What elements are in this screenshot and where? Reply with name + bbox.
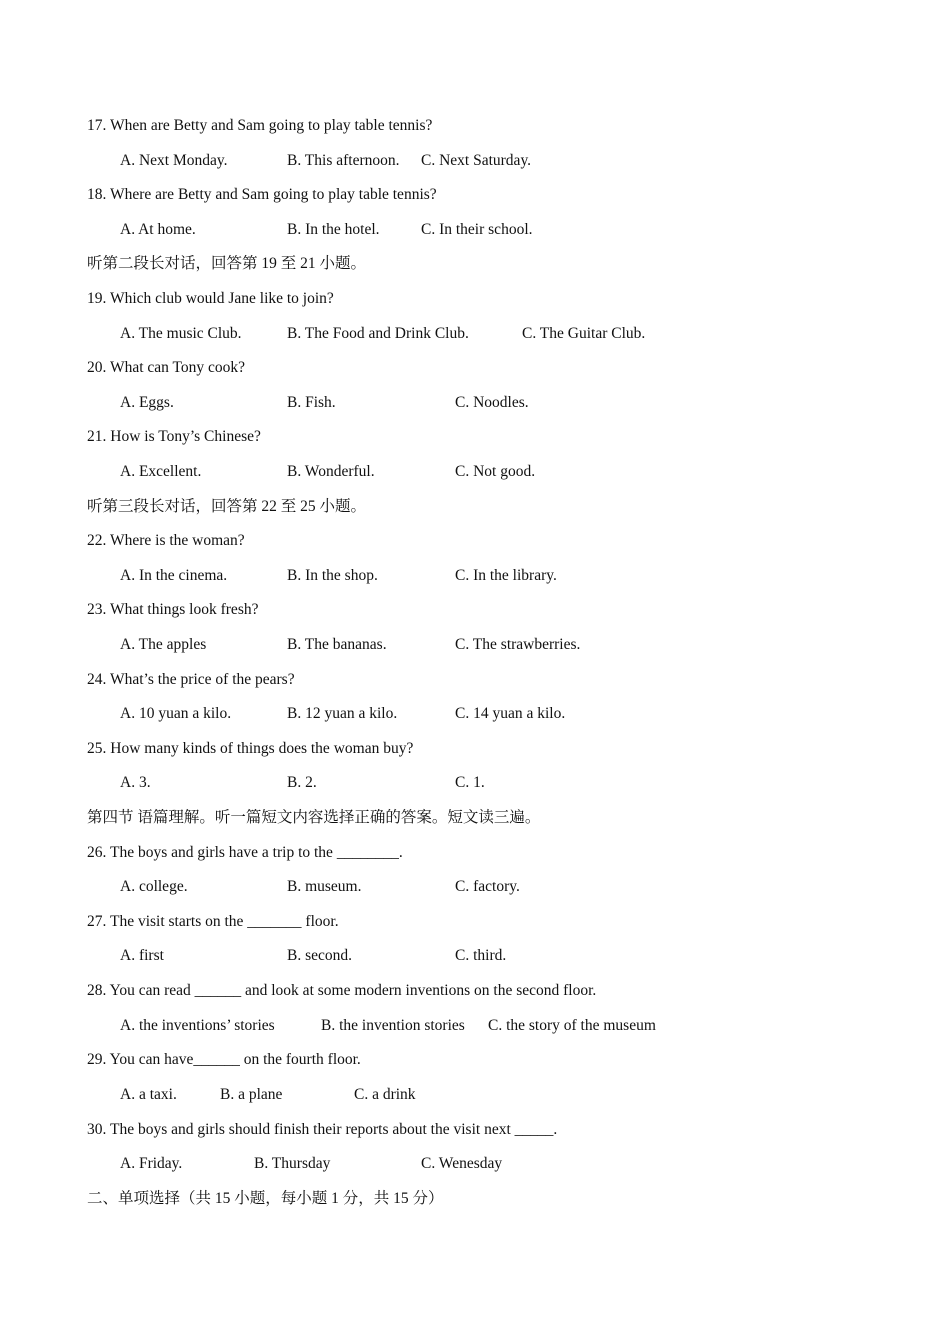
option-a: A. 10 yuan a kilo. <box>120 705 232 722</box>
option-c: C. In their school. <box>421 221 533 238</box>
option-b: B. museum. <box>287 878 362 895</box>
option-a: A. The music Club. <box>120 325 242 342</box>
section-heading: 听第二段长对话，回答第 19 至 21 小题。 <box>87 255 367 272</box>
question-30: 30. The boys and girls should finish their reports about the visit next _____. <box>87 1121 558 1138</box>
question-21: 21. How is Tony’s Chinese? <box>87 428 261 445</box>
option-c: C. third. <box>455 947 507 964</box>
question-23: 23. What things look fresh? <box>87 601 259 618</box>
option-b: B. Thursday <box>254 1155 331 1172</box>
question-25: 25. How many kinds of things does the woman buy? <box>87 740 414 757</box>
option-a: A. college. <box>120 878 188 895</box>
option-b: B. a plane <box>220 1086 283 1103</box>
option-b: B. the invention stories <box>321 1017 465 1034</box>
option-c: C. Next Saturday. <box>421 152 532 169</box>
option-b: B. The Food and Drink Club. <box>287 325 469 342</box>
question-18: 18. Where are Betty and Sam going to play table tennis? <box>87 186 437 203</box>
question-28: 28. You can read ______ and look at some modern inventions on the second floor. <box>87 982 597 999</box>
option-a: A. Friday. <box>120 1155 183 1172</box>
option-c: C. the story of the museum <box>488 1017 656 1034</box>
option-b: B. This afternoon. <box>287 152 400 169</box>
question-19: 19. Which club would Jane like to join? <box>87 290 334 307</box>
option-c: C. factory. <box>455 878 520 895</box>
option-c: C. The strawberries. <box>455 636 581 653</box>
question-29: 29. You can have______ on the fourth floor. <box>87 1051 361 1068</box>
option-c: C. Not good. <box>455 463 536 480</box>
option-b: B. second. <box>287 947 353 964</box>
option-b: B. 2. <box>287 774 317 791</box>
option-a: A. 3. <box>120 774 151 791</box>
option-b: B. Fish. <box>287 394 336 411</box>
option-a: A. first <box>120 947 164 964</box>
option-a: A. Next Monday. <box>120 152 228 169</box>
option-c: C. The Guitar Club. <box>522 325 646 342</box>
option-a: A. At home. <box>120 221 196 238</box>
option-a: A. Eggs. <box>120 394 174 411</box>
question-22: 22. Where is the woman? <box>87 532 245 549</box>
option-a: A. The apples <box>120 636 207 653</box>
question-24: 24. What’s the price of the pears? <box>87 671 295 688</box>
option-b: B. Wonderful. <box>287 463 375 480</box>
option-c: C. In the library. <box>455 567 557 584</box>
option-a: A. a taxi. <box>120 1086 177 1103</box>
question-17: 17. When are Betty and Sam going to play table tennis? <box>87 117 433 134</box>
option-b: B. In the hotel. <box>287 221 380 238</box>
option-b: B. In the shop. <box>287 567 378 584</box>
option-c: C. 14 yuan a kilo. <box>455 705 566 722</box>
question-20: 20. What can Tony cook? <box>87 359 246 376</box>
option-b: B. 12 yuan a kilo. <box>287 705 398 722</box>
option-a: A. Excellent. <box>120 463 202 480</box>
section-heading: 听第三段长对话，回答第 22 至 25 小题。 <box>87 498 367 515</box>
option-a: A. In the cinema. <box>120 567 228 584</box>
part-heading: 二、单项选择（共 15 小题，每小题 1 分，共 15 分） <box>87 1190 444 1207</box>
question-27: 27. The visit starts on the _______ floor. <box>87 913 339 930</box>
option-c: C. 1. <box>455 774 485 791</box>
section-heading: 第四节 语篇理解。听一篇短文内容选择正确的答案。短文读三遍。 <box>87 809 541 826</box>
option-c: C. a drink <box>354 1086 416 1103</box>
option-c: C. Wenesday <box>421 1155 503 1172</box>
option-a: A. the inventions’ stories <box>120 1017 275 1034</box>
question-26: 26. The boys and girls have a trip to the ________. <box>87 844 403 861</box>
option-b: B. The bananas. <box>287 636 387 653</box>
option-c: C. Noodles. <box>455 394 529 411</box>
